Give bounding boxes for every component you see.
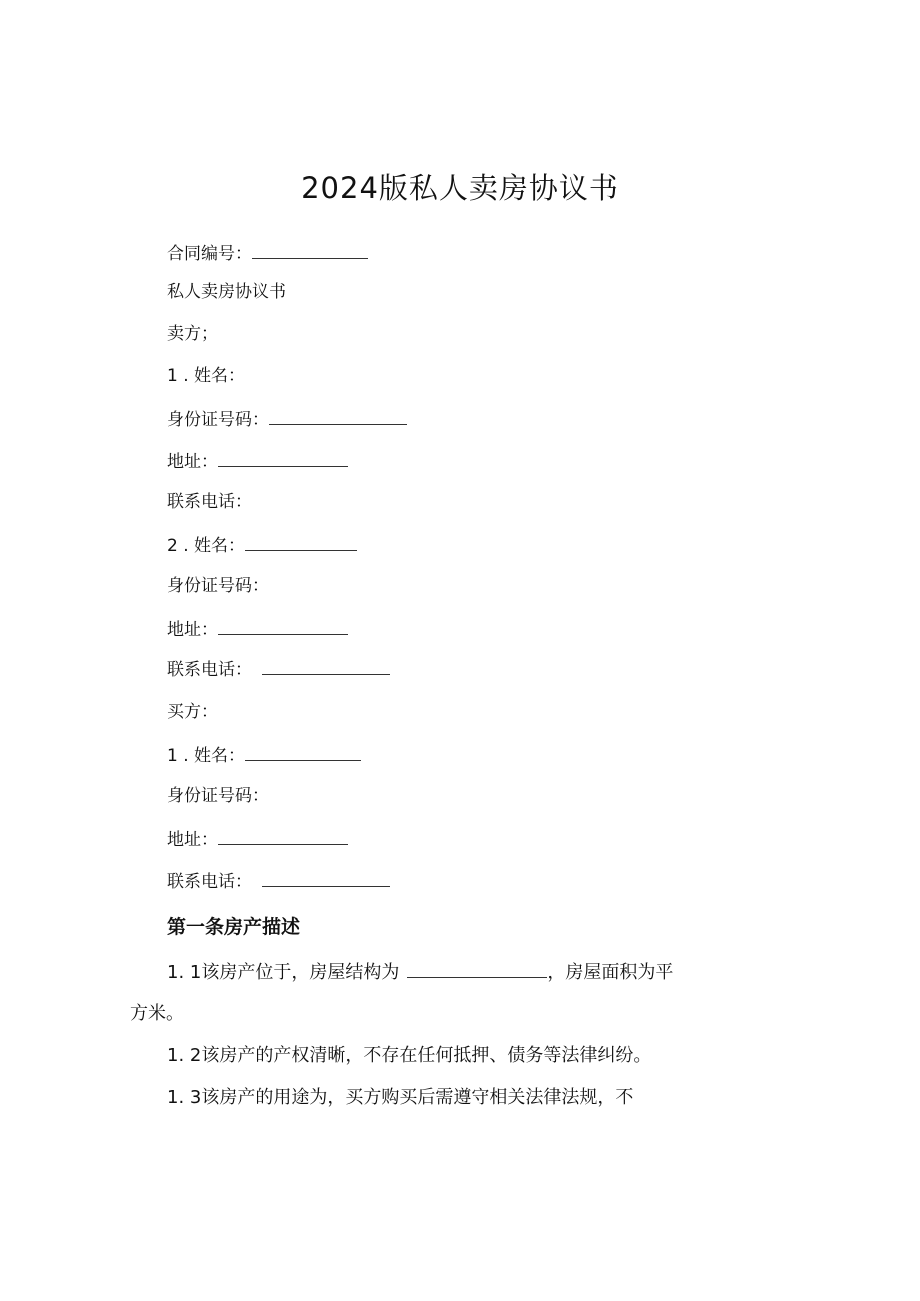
clause-1-1 (167, 959, 673, 986)
seller1-name-label: 1 . 姓名： (167, 366, 246, 386)
seller1-address-line (167, 448, 348, 474)
clause-1-1-text-b: ，房屋面积为平 (547, 962, 674, 983)
seller1-address-label: 地址： (167, 452, 218, 472)
buyer1-name-line (167, 742, 361, 768)
seller1-name-line (167, 364, 245, 388)
seller2-name-label: 2 . 姓名： (167, 536, 246, 556)
clause-1-3: 1. 3该房产的用途为，买方购买后需遵守相关法律法规，不 (167, 1087, 634, 1108)
buyer-label: 买方： (167, 702, 218, 722)
seller1-id-label: 身份证号码： (167, 410, 269, 430)
clause-1-2: 1. 2该房产的产权清晰，不存在任何抵押、债务等法律纠纷。 (167, 1045, 652, 1066)
seller1-address-blank[interactable] (218, 448, 348, 467)
clause-1-1-blank[interactable] (407, 959, 547, 978)
seller2-phone-line (167, 656, 390, 682)
buyer1-name-label: 1 . 姓名： (167, 746, 246, 766)
seller2-address-label: 地址： (167, 620, 218, 640)
seller1-phone-label: 联系电话： (167, 492, 252, 512)
seller2-name-blank[interactable] (245, 532, 357, 551)
clause-1-1-continuation: 方米。 (130, 1003, 184, 1024)
buyer1-name-blank[interactable] (245, 742, 361, 761)
subtitle: 私人卖房协议书 (167, 282, 286, 302)
seller2-phone-label: 联系电话： (167, 660, 252, 680)
seller2-phone-blank[interactable] (262, 656, 390, 675)
contract-number-line (167, 240, 368, 266)
seller1-id-blank[interactable] (269, 406, 407, 425)
buyer1-address-blank[interactable] (218, 826, 348, 845)
contract-number-blank[interactable] (252, 240, 368, 259)
seller2-id-line (167, 574, 269, 598)
seller1-id-line (167, 406, 407, 432)
buyer1-phone-label: 联系电话： (167, 872, 252, 892)
seller2-name-line (167, 532, 357, 558)
seller1-phone-line (167, 490, 252, 514)
buyer1-id-label: 身份证号码： (167, 786, 269, 806)
buyer1-phone-line (167, 868, 390, 894)
buyer1-id-line (167, 784, 269, 808)
seller2-address-line (167, 616, 348, 642)
document-title: 2024版私人卖房协议书 (301, 171, 619, 205)
contract-number-label: 合同编号： (167, 244, 252, 264)
seller-label: 卖方； (167, 324, 218, 344)
clause-1-1-text-a: 1. 1该房产位于，房屋结构为 (167, 962, 400, 983)
seller2-id-label: 身份证号码： (167, 576, 269, 596)
article1-heading: 第一条房产描述 (167, 916, 301, 938)
buyer1-phone-blank[interactable] (262, 868, 390, 887)
buyer1-address-label: 地址： (167, 830, 218, 850)
seller2-address-blank[interactable] (218, 616, 348, 635)
buyer1-address-line (167, 826, 348, 852)
